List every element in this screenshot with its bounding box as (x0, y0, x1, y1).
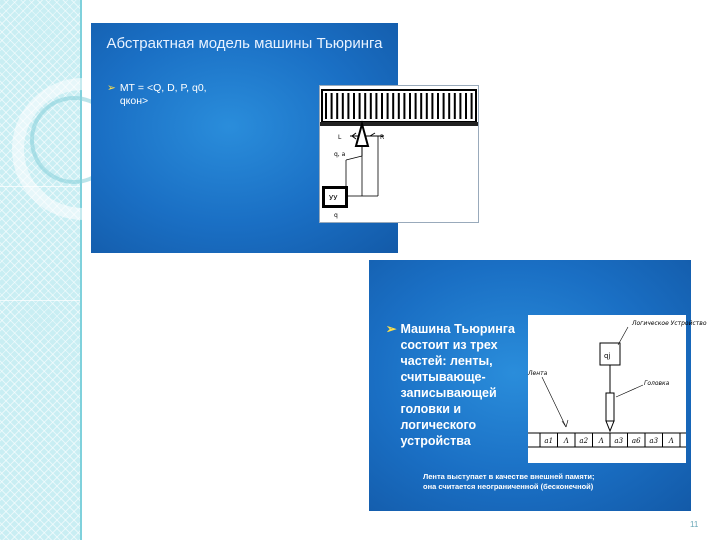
tape-cell-label: Λ (668, 437, 674, 445)
slide-title: Абстрактная модель машины Тьюринга (106, 35, 383, 52)
tape-cell-divider (448, 93, 450, 119)
tape-cell-divider (342, 93, 344, 119)
bullet-text: Машина Тьюринга состоит из трех частей: ленты, считывающе-записывающей головки и логического устройства (400, 322, 515, 448)
tape-cell-divider (415, 93, 417, 119)
tape-cell-divider (471, 93, 473, 119)
tape-cell-divider (459, 93, 461, 119)
logic-unit-label: qj (604, 352, 611, 360)
tape-cell-divider (370, 93, 372, 119)
tape-cell-divider (403, 93, 405, 119)
head (606, 393, 614, 421)
tape-cell-label: Λ (598, 437, 604, 445)
slide-abstract-model (91, 23, 398, 253)
tape-cell-label: a3 (614, 437, 624, 445)
label-tape: Лента (528, 370, 548, 377)
tape-cell-divider (364, 93, 366, 119)
turing-parts-diagram (528, 315, 707, 463)
tape-cell-divider (347, 93, 349, 119)
head-triangle (356, 124, 368, 146)
tape-cell-label: a3 (649, 437, 659, 445)
bullet-arrow-icon: ➢ (107, 82, 116, 94)
bullet-text: МТ = <Q, D, P, q0, qкон> (119, 82, 207, 107)
tape-cell-divider (325, 93, 327, 119)
tape-cell-label: a1 (544, 437, 554, 445)
tape-cell-divider (426, 93, 428, 119)
tape-note: Лента выступает в качестве внешней памяти; она считается неограниченной (бесконечной) (423, 472, 595, 491)
tape-cell-divider (381, 93, 383, 119)
tape-base (320, 122, 478, 126)
tape-cell-divider (420, 93, 422, 119)
decorative-line (0, 186, 80, 187)
tape-cell-divider (359, 93, 361, 119)
tape-cell-divider (398, 93, 400, 119)
label-logic-device: Логическое Устройство (632, 320, 707, 327)
label-qa: q, a (334, 151, 346, 158)
tape-cell-divider (437, 93, 439, 119)
tape-cell-divider (443, 93, 445, 119)
tape-cell-label: a2 (579, 437, 589, 445)
label-r: R (380, 134, 385, 141)
tape-cell-label: Λ (563, 437, 569, 445)
tape-cell-divider (331, 93, 333, 119)
tape-cell-divider (375, 93, 377, 119)
tape-cell-divider (387, 93, 389, 119)
bullet-item (386, 321, 536, 449)
tape-cell-divider (409, 93, 411, 119)
label-q: q (334, 212, 338, 219)
tape-cell-label: a6 (631, 437, 641, 445)
tape-cell-divider (392, 93, 394, 119)
bullet-item (107, 82, 237, 108)
slide-turing-parts (369, 260, 707, 511)
page-number: 11 (690, 520, 699, 529)
tape-cell-divider (465, 93, 467, 119)
tape-cell-divider (336, 93, 338, 119)
bullet-arrow-icon: ➢ (386, 322, 397, 336)
control-unit-label: УУ (329, 194, 338, 202)
label-l: L (338, 134, 342, 141)
tape-cells (540, 433, 680, 447)
tape-cell-divider (431, 93, 433, 119)
decorative-line (0, 300, 80, 301)
decorative-strip (0, 0, 82, 540)
tape-cell-divider (353, 93, 355, 119)
turing-machine-diagram (319, 85, 479, 223)
label-head: Головка (644, 380, 670, 387)
tape-cell-divider (454, 93, 456, 119)
